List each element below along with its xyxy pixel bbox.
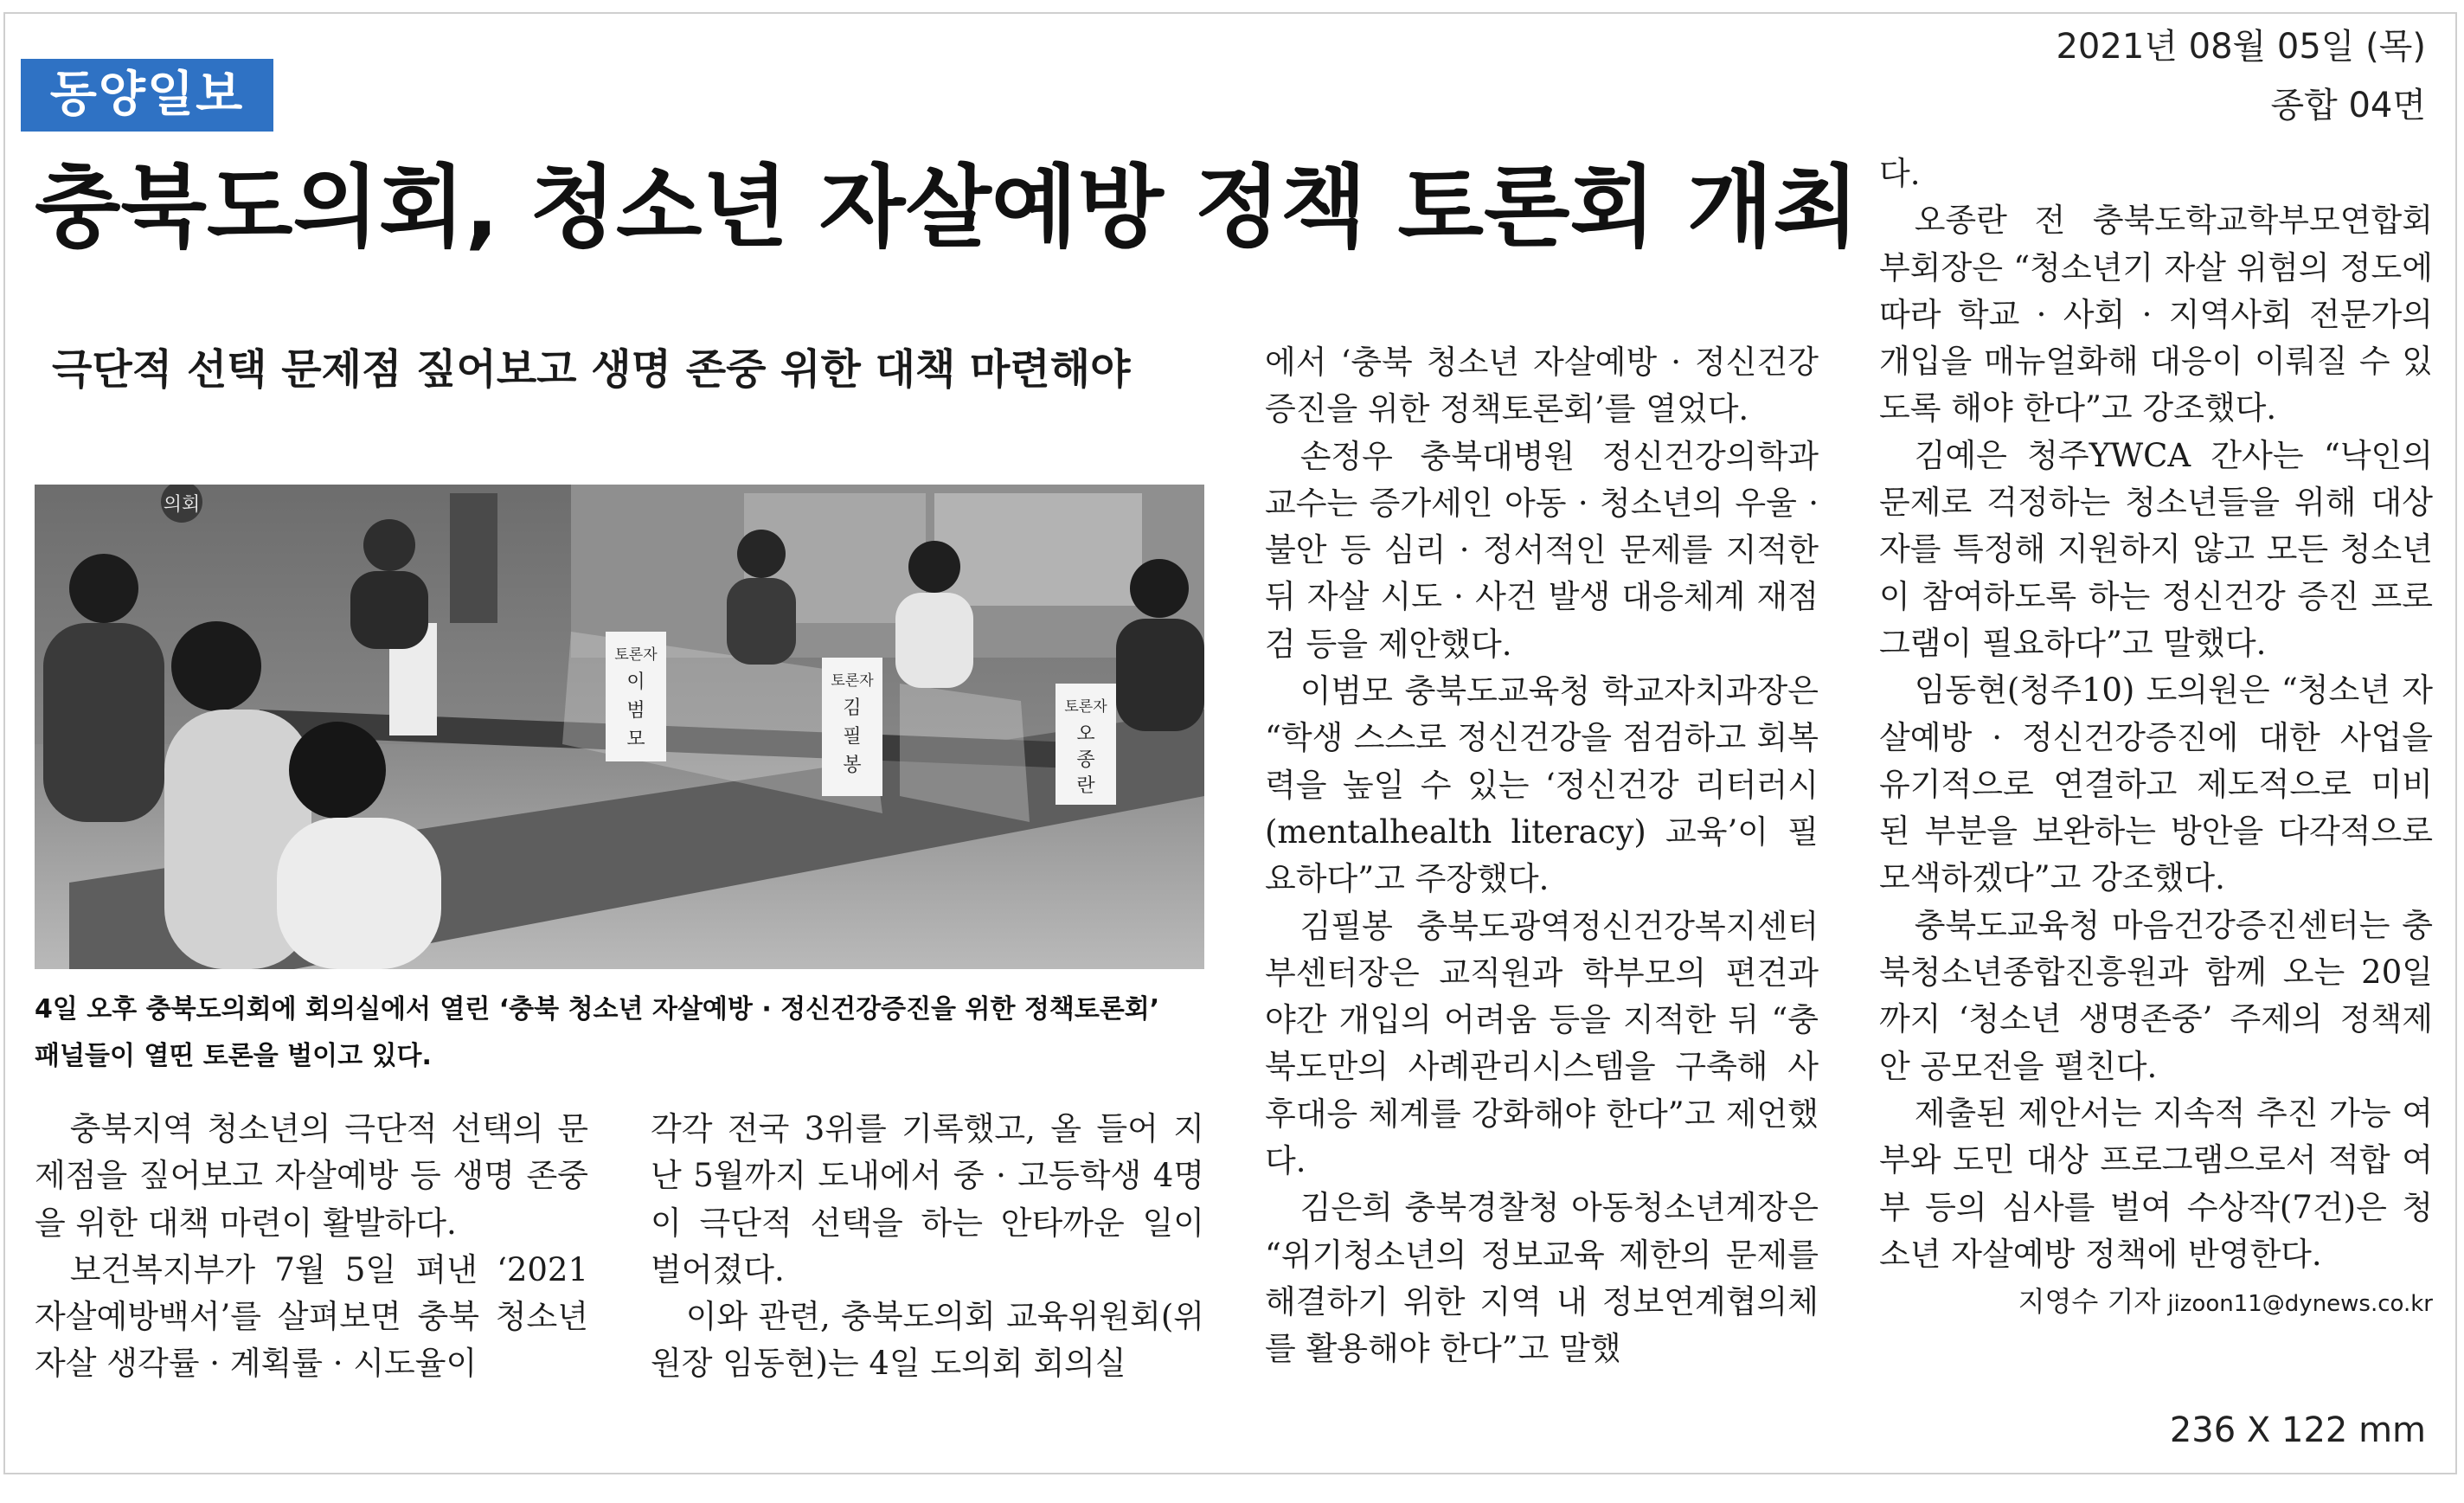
- article-column-3: [1265, 339, 1819, 1373]
- paragraph: 이와 관련, 충북도의회 교육위원회(위원장 임동현)는 4일 도의회 회의실: [651, 1298, 1204, 1383]
- paragraph: 김필봉 충북도광역정신건강복지센터 부센터장은 교직원과 학부모의 편견과 야간 개입의 어려움 등을 지적한 뒤 “충북도만의 사례관리시스템을 구축해 사후대응 체계를 강화해야 한다”고 제언했다.: [1265, 907, 1819, 1180]
- paragraph: 오종란 전 충북도학교학부모연합회 부회장은 “청소년기 자살 위험의 정도에 따라 학교 · 사회 · 지역사회 전문가의 개입을 매뉴얼화해 대응이 이뤄질 수 있도록 해야 한다”고 강조했다.: [1879, 202, 2433, 427]
- svg-text:모: 모: [626, 729, 645, 750]
- meeting-photo-illustration: [35, 485, 1204, 969]
- svg-text:이: 이: [626, 671, 645, 693]
- svg-text:의회: 의회: [163, 494, 201, 516]
- article-column-2: [651, 1106, 1204, 1388]
- svg-text:김: 김: [843, 697, 862, 719]
- svg-text:종: 종: [1076, 749, 1095, 771]
- subheadline: 극단적 선택 문제점 짚어보고 생명 존중 위한 대책 마련해야: [52, 345, 1131, 394]
- photo-caption: [35, 986, 1229, 1080]
- svg-text:토론자: 토론자: [1064, 698, 1107, 716]
- paragraph: 손정우 충북대병원 정신건강의학과 교수는 증가세인 아동 · 청소년의 우울 · 불안 등 심리 · 정서적인 문제를 지적한 뒤 자살 시도 · 사건 발생 대응체계 재점검 등을 제안했다.: [1265, 437, 1819, 663]
- paragraph: 각각 전국 3위를 기록했고, 올 들어 지난 5월까지 도내에서 중 · 고등학생 4명이 극단적 선택을 하는 안타까운 일이 벌어졌다.: [651, 1110, 1204, 1288]
- clipping-size: 236 X 122 mm: [2169, 1410, 2426, 1450]
- svg-text:토론자: 토론자: [614, 646, 658, 664]
- reporter-email: jizoon11@dynews.co.kr: [2167, 1291, 2433, 1318]
- paragraph: 임동현(청주10) 도의원은 “청소년 자살예방 · 정신건강증진에 대한 사업을 유기적으로 연결하고 제도적으로 미비된 부분을 보완하는 방안을 다각적으로 모색하겠다”고 강조했다.: [1879, 671, 2433, 897]
- svg-text:봉: 봉: [843, 755, 862, 776]
- paragraph: 이범모 충북도교육청 학교자치과장은 “학생 스스로 정신건강을 점검하고 회복력을 높일 수 있는 ‘정신건강 리터러시(mentalhealth literacy) 교육’이 필요하다”고 주장했다.: [1265, 672, 1819, 898]
- paragraph: 충북지역 청소년의 극단적 선택의 문제점을 짚어보고 자살예방 등 생명 존중을 위한 대책 마련이 활발하다.: [35, 1110, 588, 1242]
- svg-text:토론자: 토론자: [831, 672, 874, 690]
- byline: [1983, 1278, 2433, 1327]
- reporter-name: 지영수 기자: [2018, 1285, 2161, 1319]
- publication-date: 2021년 08월 05일 (목): [2056, 27, 2426, 67]
- meeting-photo: [35, 485, 1204, 969]
- caption-line-1: 4일 오후 충북도의회에 회의실에서 열린 ‘충북 청소년 자살예방 · 정신건강증진을 위한 정책토론회’: [35, 994, 1160, 1024]
- newspaper-logo: 동양일보: [21, 59, 273, 132]
- paragraph: 충북도교육청 마음건강증진센터는 충북청소년종합진흥원과 함께 오는 20일까지 ‘청소년 생명존중’ 주제의 정책제안 공모전을 펼친다.: [1879, 906, 2433, 1085]
- paragraph: 보건복지부가 7월 5일 펴낸 ‘2021 자살예방백서’를 살펴보면 충북 청소년 자살 생각률 · 계획률 · 시도율이: [35, 1250, 588, 1383]
- page-section: 종합 04면: [2270, 86, 2426, 125]
- paragraph-text: 제출된 제안서는 지속적 추진 가능 여부와 도민 대상 프로그램으로서 적합 여부 등의 심사를 벌여 수상작(7건)은 청소년 자살예방 정책에 반영한다.: [1879, 1094, 2433, 1273]
- caption-line-2: 패널들이 열띤 토론을 벌이고 있다.: [35, 1041, 432, 1071]
- paragraph: 다.: [1879, 155, 1921, 192]
- svg-text:란: 란: [1076, 775, 1095, 797]
- headline: 충북도의회, 청소년 자살예방 정책 토론회 개최: [35, 156, 1859, 260]
- paragraph: [1879, 1090, 2433, 1319]
- svg-text:오: 오: [1076, 723, 1095, 745]
- svg-text:필: 필: [843, 726, 862, 748]
- article-column-4: [1879, 151, 2433, 1327]
- article-column-1: [35, 1106, 588, 1388]
- paragraph: 김은희 충북경찰청 아동청소년계장은 “위기청소년의 정보교육 제한의 문제를 해결하기 위한 지역 내 정보연계협의체를 활용해야 한다”고 말했: [1265, 1189, 1819, 1368]
- paragraph: 김예은 청주YWCA 간사는 “낙인의 문제로 걱정하는 청소년들을 위해 대상자를 특정해 지원하지 않고 모든 청소년이 참여하도록 하는 정신건강 증진 프로그램이 필요하다”고 말했다.: [1879, 436, 2433, 662]
- paragraph: 에서 ‘충북 청소년 자살예방 · 정신건강증진을 위한 정책토론회’를 열었다.: [1265, 344, 1819, 428]
- svg-text:범: 범: [626, 700, 645, 722]
